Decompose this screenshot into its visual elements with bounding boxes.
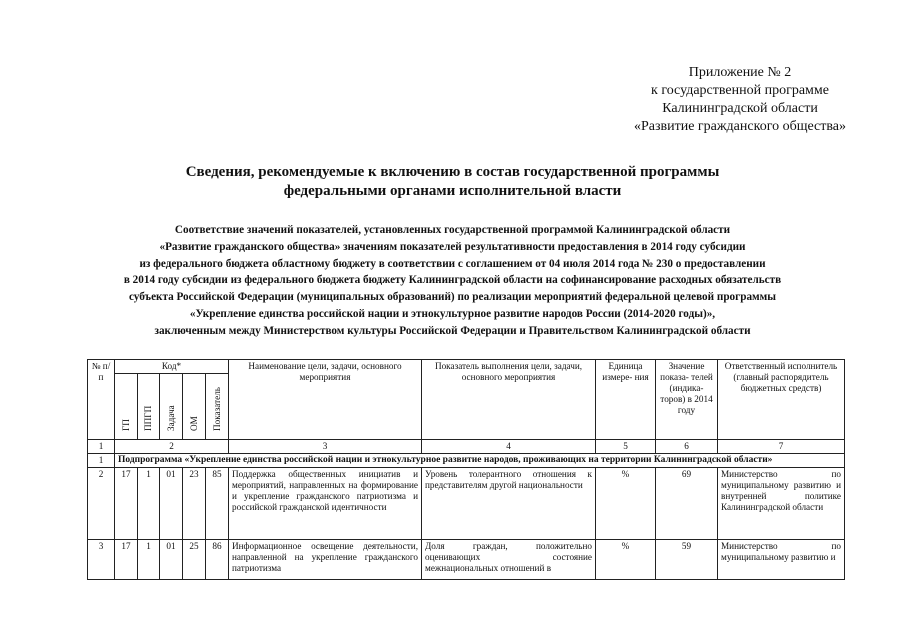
indicators-table (87, 359, 845, 580)
column-number: 5 (596, 440, 656, 454)
row-indicator: Доля граждан, положительно оценивающих состояние межнациональных отношений в (422, 540, 596, 580)
subtitle-line: «Укрепление единства российской нации и этнокультурное развитие народов России (2014-2020 годы)», (189, 307, 716, 320)
row-responsible: Министерство по муниципальному развитию и (718, 540, 845, 580)
header-code: Код* (115, 360, 229, 374)
column-number: 1 (88, 440, 115, 454)
column-number: 7 (718, 440, 845, 454)
document-title (0, 163, 905, 201)
row-code-gp: 17 (115, 540, 138, 580)
header-unit: Единица измере- ния (596, 360, 656, 440)
table-row (88, 468, 845, 540)
row-code-indicator: 86 (206, 540, 229, 580)
indicators-table-wrap (87, 359, 845, 580)
row-code-indicator: 85 (206, 468, 229, 540)
subtitle-line: субъекта Российской Федерации (муниципальных образований) по реализации мероприятий федеральной целевой программы (128, 291, 777, 304)
row-code-gp: 17 (115, 468, 138, 540)
row-code-om: 25 (183, 540, 206, 580)
row-value: 69 (656, 468, 718, 540)
header-responsible: Ответственный исполнитель (главный распорядитель бюджетных средств) (718, 360, 845, 440)
column-number: 3 (229, 440, 422, 454)
header-row (88, 360, 845, 374)
row-value: 59 (656, 540, 718, 580)
header-code-ppgp: ППГП (143, 405, 153, 431)
appendix-line-4: «Развитие гражданского общества» (633, 119, 847, 134)
subprogram-num: 1 (88, 454, 115, 468)
column-number: 4 (422, 440, 596, 454)
document-title-line-2: федеральными органами исполнительной власти (283, 183, 622, 199)
row-code-ppgp: 1 (138, 540, 160, 580)
row-goal: Поддержка общественных инициатив и мероприятий, направленных на формирование и укрепление гражданского патриотизма и российской гражданской идентичности (229, 468, 422, 540)
subtitle-line: заключенным между Министерством культуры Российской Федерации и Правительством Калининградской области (154, 324, 751, 337)
appendix-block (560, 64, 905, 136)
subtitle-line: в 2014 году субсидии из федерального бюджета бюджету Калининградской области на софинансирование расходных обязательств (123, 274, 782, 287)
document-subtitle (0, 222, 905, 340)
row-code-ppgp: 1 (138, 468, 160, 540)
header-code-task: Задача (165, 404, 176, 431)
header-indicator: Показатель выполнения цели, задачи, основного мероприятия (422, 360, 596, 440)
row-code-task: 01 (160, 468, 183, 540)
row-goal: Информационное освещение деятельности, направленной на укрепление гражданского патриотизма (229, 540, 422, 580)
header-value: Значение показа- телей (индика- торов) в 2014 году (656, 360, 718, 440)
row-unit: % (596, 468, 656, 540)
subprogram-title: Подпрограмма «Укрепление единства российской нации и этнокультурное развитие народов, проживающих на территории Калининградской области» (115, 454, 845, 468)
header-code-om: ОМ (188, 415, 199, 431)
column-number: 2 (115, 440, 229, 454)
subtitle-line: «Развитие гражданского общества» значениям показателей результативности предоставления в 2014 году субсидии (159, 240, 746, 253)
header-goal: Наименование цели, задачи, основного мероприятия (229, 360, 422, 440)
column-numbers-row (88, 440, 845, 454)
header-code-gp: ГП (120, 418, 131, 431)
subtitle-line: из федерального бюджета областному бюджету в соответствии с соглашением от 04 июля 2014 года № 230 о предоставлении (139, 257, 766, 270)
row-code-om: 23 (183, 468, 206, 540)
row-num: 3 (88, 540, 115, 580)
header-num: № п/п (88, 360, 115, 440)
document-title-line-1: Сведения, рекомендуемые к включению в состав государственной программы (185, 164, 720, 180)
table-row (88, 540, 845, 580)
row-unit: % (596, 540, 656, 580)
appendix-line-1: Приложение № 2 (688, 65, 792, 80)
row-code-task: 01 (160, 540, 183, 580)
column-number: 6 (656, 440, 718, 454)
subtitle-line: Соответствие значений показателей, установленных государственной программой Калининградской области (174, 224, 731, 236)
appendix-line-3: Калининградской области (662, 101, 818, 116)
row-responsible: Министерство по муниципальному развитию и внутренней политике Калининградской области (718, 468, 845, 540)
row-indicator: Уровень толерантного отношения к представителям другой национальности (422, 468, 596, 540)
header-code-indicator: Показатель (211, 386, 222, 431)
subprogram-row (88, 454, 845, 468)
appendix-line-2: к государственной программе (651, 83, 829, 98)
row-num: 2 (88, 468, 115, 540)
